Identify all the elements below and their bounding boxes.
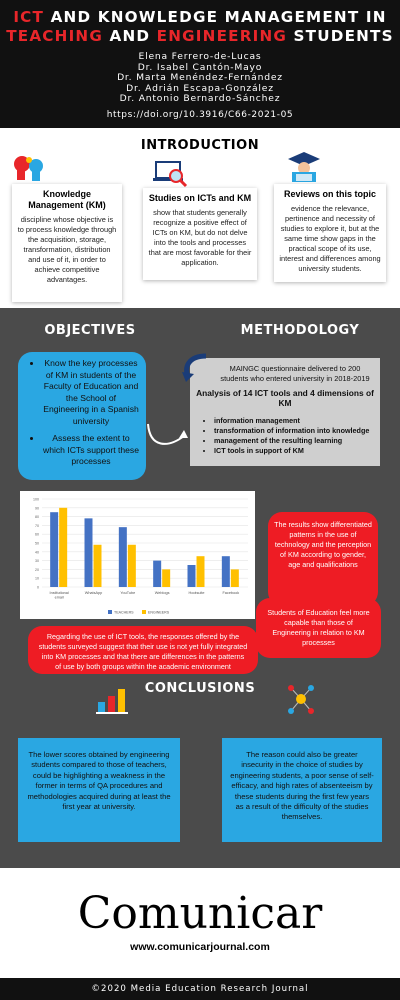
y-tick-label: 100 xyxy=(33,497,39,502)
finding-bubble-ict-use: Regarding the use of ICT tools, the responses offered by the students surveyed suggest that their use is not yet fully integrated into KM processes and that there are differences in the patterns of use by both groups within the academic environment xyxy=(28,626,258,674)
header xyxy=(0,0,400,128)
objectives-list xyxy=(28,358,140,468)
methodology-item: • management of the resulting learning xyxy=(214,436,374,446)
methodology-box xyxy=(190,358,380,466)
bar-teachers xyxy=(119,527,127,587)
y-tick-label: 90 xyxy=(35,506,39,511)
y-tick-label: 20 xyxy=(35,567,39,572)
y-tick-label: 0 xyxy=(37,585,39,590)
methodology-title: METHODOLOGY xyxy=(240,323,360,338)
bar-engineers xyxy=(197,556,205,587)
legend-swatch xyxy=(142,610,146,614)
introduction-title: INTRODUCTION xyxy=(140,138,260,153)
x-tick-label: Institutional xyxy=(49,591,69,595)
x-tick-label: Facebook xyxy=(222,591,240,595)
bar-engineers xyxy=(128,545,136,587)
methodology-intro: MAINGC questionnaire delivered to 200 students who entered university in 2018-2019 xyxy=(220,364,370,383)
graduate-computer-icon xyxy=(286,150,322,184)
y-tick-label: 30 xyxy=(35,559,39,564)
legend-swatch xyxy=(108,610,112,614)
conclusion-box-left: The lower scores obtained by engineering students compared to those of teachers, could be highlighting a weakness in the former in terms of QA procedures and methodologies acquired during at least the first year at university. xyxy=(18,738,180,842)
ict-studies-card xyxy=(143,188,257,280)
title-part: AND xyxy=(103,27,157,45)
bar-engineers xyxy=(231,569,239,587)
methodology-analysis: Analysis of 14 ICT tools and 4 dimensions of KM xyxy=(196,388,374,408)
card-text: show that students generally recognize a positive effect of ICTs on KM, but do not delve into the tools and processes that are most favorable for their application. xyxy=(148,208,252,267)
journal-url[interactable]: www.comunicarjournal.com xyxy=(130,941,270,953)
doi-link[interactable]: https://doi.org/10.3916/C66-2021-05 xyxy=(106,109,294,120)
author: Dr. Antonio Bernardo-Sánchez xyxy=(119,93,281,104)
author: Dr. Adrián Escapa-González xyxy=(126,82,274,94)
methodology-item: • ICT tools in support of KM xyxy=(214,446,374,456)
methodology-item: • information management xyxy=(214,416,374,426)
conclusion-box-right: The reason could also be greater insecurity in the choice of studies by engineering students, a poor sense of self-efficacy, and high rates of absenteeism by these students during the first few years as a result of the difficulty of the studies themselves. xyxy=(222,738,382,842)
card-title: Studies on ICTs and KM xyxy=(148,193,252,203)
conclusions-title: CONCLUSIONS xyxy=(144,681,256,696)
blue-arrow-icon xyxy=(180,352,210,382)
title-teaching: TEACHING xyxy=(6,27,103,45)
objective-item: • Assess the extent to which ICTs support these processes xyxy=(42,433,140,468)
main-title xyxy=(0,0,400,46)
legend-label: TEACHERS xyxy=(114,610,134,615)
head-profiles-icon xyxy=(12,154,46,184)
author-list xyxy=(0,52,400,105)
journal-logo-area xyxy=(0,870,400,980)
title-part: AND KNOWLEDGE MANAGEMENT IN xyxy=(44,8,387,26)
bar-teachers xyxy=(188,565,196,587)
bar-teachers xyxy=(222,556,230,587)
y-tick-label: 80 xyxy=(35,515,39,520)
bar-teachers xyxy=(50,512,58,587)
y-tick-label: 10 xyxy=(35,576,39,581)
journal-logo: Comunicar xyxy=(77,888,323,939)
x-tick-label: WhatsApp xyxy=(84,591,103,595)
x-tick-label: YouTube xyxy=(120,591,136,595)
title-engineering: ENGINEERING xyxy=(156,27,288,45)
objective-item: • Know the key processes of KM in students of the Faculty of Education and the School of Engineering in a Spanish university xyxy=(42,358,140,427)
card-text: discipline whose objective is to process knowledge through the acquisition, storage, transformation, distribution and use of it, in order to achieve competitive advantages. xyxy=(17,215,117,284)
card-text: evidence the relevance, pertinence and necessity of studies to explore it, but at the same time show gaps in the practical scope of its use, interest and differences among university students. xyxy=(279,204,381,273)
legend-label: ENGINEERS xyxy=(148,610,170,615)
bar-teachers xyxy=(153,561,161,587)
curved-arrow-icon xyxy=(144,418,190,452)
objectives-box xyxy=(18,352,146,480)
author: Dr. Marta Menéndez-Fernández xyxy=(117,72,283,83)
reviews-card xyxy=(274,184,386,282)
card-title: Reviews on this topic xyxy=(283,189,377,199)
network-icon xyxy=(286,682,316,716)
title-ict: ICT xyxy=(13,8,45,26)
objectives-title: OBJECTIVES xyxy=(44,323,136,338)
x-tick-label: email xyxy=(54,595,64,600)
title-part: STUDENTS xyxy=(287,27,394,45)
km-definition-card xyxy=(12,184,122,302)
laptop-magnifier-icon xyxy=(152,158,190,190)
bar-engineers xyxy=(162,569,170,587)
bar-engineers xyxy=(94,545,102,587)
bar-teachers xyxy=(85,518,93,587)
card-title: Knowledge Management (KM) xyxy=(28,189,106,210)
bar-engineers xyxy=(59,508,67,587)
bar-chart xyxy=(20,491,255,619)
chart-svg xyxy=(20,491,255,619)
y-tick-label: 60 xyxy=(35,532,39,537)
finding-bubble-patterns: The results show differentiated patterns in the use of technology and the perception of KM according to gender, age and qualifications xyxy=(268,512,378,606)
footer-bar: ©2020 Media Education Research Journal xyxy=(0,978,400,1000)
y-tick-label: 70 xyxy=(35,523,39,528)
methodology-item: • transformation of information into knowledge xyxy=(214,426,374,436)
finding-bubble-education: Students of Education feel more capable than those of Engineering in relation to KM processes xyxy=(256,598,381,658)
y-tick-label: 50 xyxy=(35,541,39,546)
x-tick-label: Hootsuite xyxy=(188,591,205,595)
y-tick-label: 40 xyxy=(35,550,39,555)
author: Dr. Isabel Cantón-Mayo xyxy=(137,61,263,73)
x-tick-label: Weblogs xyxy=(154,591,170,595)
methodology-list xyxy=(196,416,374,456)
author: Elena Ferrero-de-Lucas xyxy=(138,51,262,62)
